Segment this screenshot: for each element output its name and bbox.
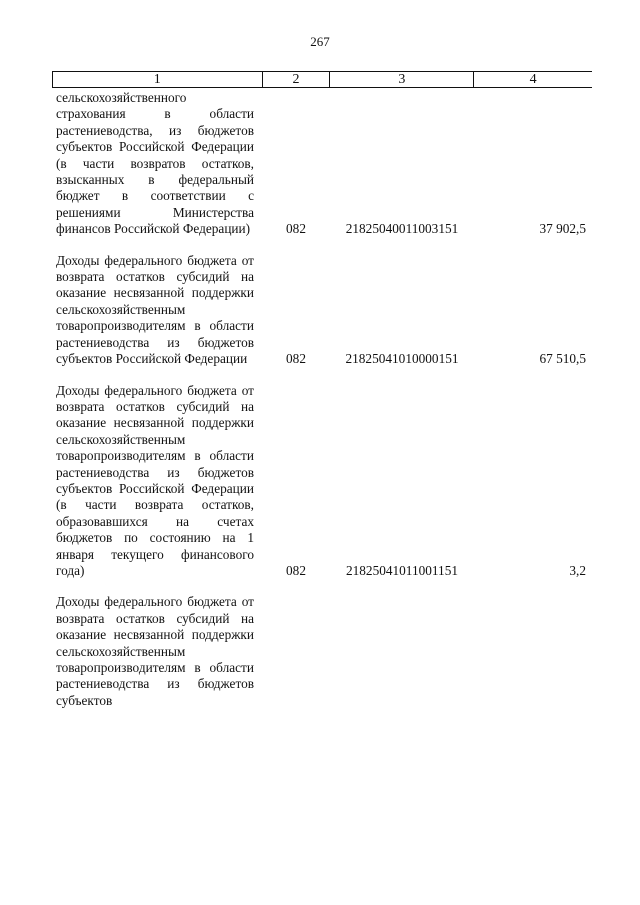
row-kbk-code: 21825041010000151 — [345, 351, 459, 367]
row-admin-code — [262, 594, 330, 709]
row-description: сельскохозяйственного страхования в области растениеводства, из бюджетов субъектов Российской Федерации (в части возвратов остатков, взысканных в федеральный бюджет в соответствии с решениями Министерства финансов Российской Федерации) — [56, 90, 254, 237]
row-amount: 3,2 — [569, 562, 586, 578]
row-description: Доходы федерального бюджета от возврата остатков субсидий на оказание несвязанной поддержки сельскохозяйственным товаропроизводителям в области растениеводства из бюджетов субъектов Российской Федерации — [56, 252, 254, 367]
row-kbk-code: 21825040011003151 — [345, 221, 459, 237]
page-number: 267 — [310, 34, 330, 49]
budget-table — [52, 71, 592, 724]
header-col-3: 3 — [330, 72, 474, 87]
header-col-4: 4 — [529, 72, 537, 87]
row-amount: 37 902,5 — [539, 221, 586, 237]
row-amount — [474, 594, 592, 709]
row-admin-code: 082 — [286, 221, 306, 237]
table-header-row — [52, 71, 592, 88]
row-kbk-code: 21825041011001151 — [345, 562, 459, 578]
table-row — [52, 594, 592, 709]
row-description: Доходы федерального бюджета от возврата остатков субсидий на оказание несвязанной поддержки сельскохозяйственным товаропроизводителям в области растениеводства из бюджетов субъектов — [56, 594, 254, 708]
row-kbk-code — [330, 594, 474, 709]
table-row — [52, 253, 592, 368]
row-admin-code: 082 — [286, 351, 306, 367]
row-description: Доходы федерального бюджета от возврата остатков субсидий на оказание несвязанной поддержки сельскохозяйственным товаропроизводителям в области растениеводства из бюджетов субъектов Российской Федерации (в части возврата остатков, образовавшихся на счетах бюджетов по состоянию на 1 января текущего финансового года) — [56, 382, 254, 578]
header-col-2: 2 — [263, 72, 331, 87]
table-row — [52, 90, 592, 238]
table-row — [52, 383, 592, 580]
row-amount: 67 510,5 — [539, 351, 586, 367]
row-admin-code: 082 — [286, 562, 306, 578]
header-col-1: 1 — [53, 72, 263, 87]
